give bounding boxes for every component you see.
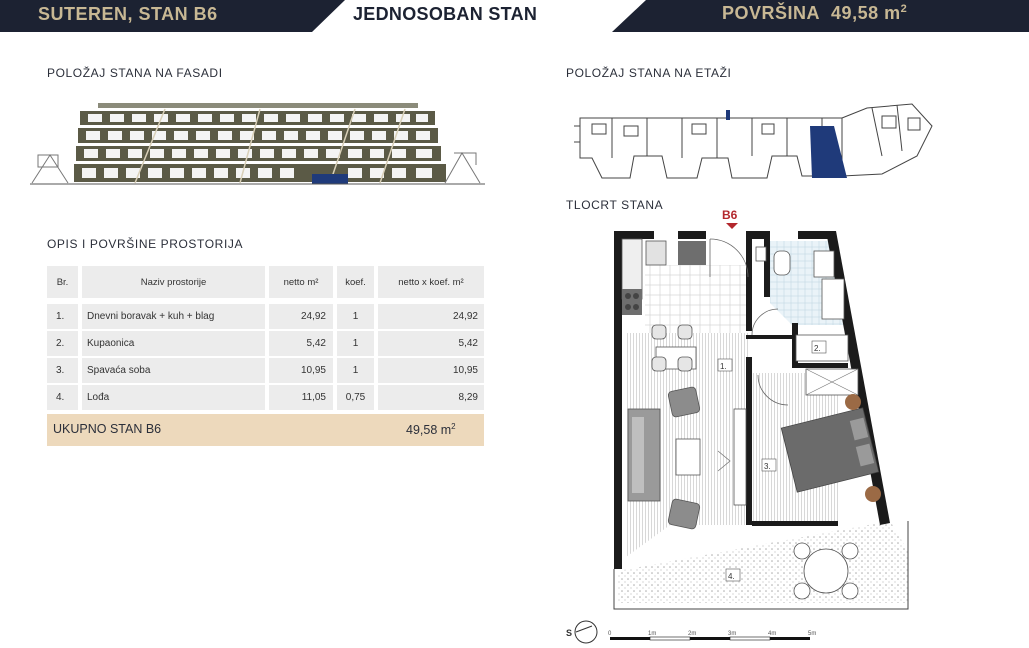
total-unit-sup: 2 xyxy=(451,422,456,431)
room-tag-1: 1. xyxy=(720,362,727,371)
table-row xyxy=(47,385,484,410)
plan-label: TLOCRT STANA xyxy=(566,198,664,212)
total-value xyxy=(406,422,456,437)
scale-tick: 3m xyxy=(728,631,737,637)
row-no: 1. xyxy=(47,304,78,329)
col-header-name: Naziv prostorije xyxy=(82,266,265,298)
room-tag-3: 3. xyxy=(764,462,771,471)
header-bar xyxy=(0,0,1029,32)
row-name: Lođa xyxy=(82,385,265,410)
row-no: 3. xyxy=(47,358,78,383)
row-koef: 0,75 xyxy=(337,385,374,410)
scale-tick: 1m xyxy=(648,631,657,637)
area-label: POVRŠINA xyxy=(722,3,821,23)
row-total: 5,42 xyxy=(378,331,484,356)
unit-area xyxy=(722,3,907,24)
row-koef: 1 xyxy=(337,304,374,329)
facade-label: POLOŽAJ STANA NA FASADI xyxy=(47,66,223,80)
entrance-arrow-icon xyxy=(726,223,738,229)
total-value-text: 49,58 m xyxy=(406,423,452,438)
table-row xyxy=(47,331,484,356)
rooms-label: OPIS I POVRŠINE PROSTORIJA xyxy=(47,237,244,251)
row-name: Dnevni boravak + kuh + blag xyxy=(82,304,265,329)
unit-title: SUTEREN, STAN B6 xyxy=(38,4,218,24)
row-no: 2. xyxy=(47,331,78,356)
scale-bar xyxy=(608,631,816,640)
row-total: 10,95 xyxy=(378,358,484,383)
col-header-no: Br. xyxy=(47,266,78,298)
row-koef: 1 xyxy=(337,331,374,356)
row-net: 11,05 xyxy=(269,385,333,410)
row-total: 24,92 xyxy=(378,304,484,329)
scale-tick: 2m xyxy=(688,631,697,637)
total-label: UKUPNO STAN B6 xyxy=(53,422,162,436)
room-tag-2: 2. xyxy=(814,344,821,353)
row-koef: 1 xyxy=(337,358,374,383)
unit-type: JEDNOSOBAN STAN xyxy=(353,4,538,24)
floor-unit-highlight xyxy=(810,126,847,178)
row-no: 4. xyxy=(47,385,78,410)
floor-marker xyxy=(726,110,730,120)
row-net: 5,42 xyxy=(269,331,333,356)
floor-label: POLOŽAJ STANA NA ETAŽI xyxy=(566,66,732,80)
table-row xyxy=(47,304,484,329)
col-header-total: netto x koef. m² xyxy=(378,266,484,298)
floor-plan xyxy=(560,205,920,645)
compass-label: S xyxy=(566,628,573,638)
col-header-koef: koef. xyxy=(337,266,374,298)
table-row xyxy=(47,358,484,383)
scale-tick: 4m xyxy=(768,631,777,637)
floor-keyplan xyxy=(572,96,942,186)
scale-tick: 0 xyxy=(608,631,612,637)
scale-tick: 5m xyxy=(808,631,817,637)
row-name: Spavaća soba xyxy=(82,358,265,383)
facade-drawing xyxy=(30,95,485,190)
row-net: 24,92 xyxy=(269,304,333,329)
area-value: 49,58 m xyxy=(831,3,901,23)
area-unit-sup: 2 xyxy=(900,3,908,15)
col-header-net: netto m² xyxy=(269,266,333,298)
unit-tag: B6 xyxy=(722,208,738,222)
room-tag-4: 4. xyxy=(728,572,735,581)
compass-icon xyxy=(575,621,597,643)
facade-unit-highlight xyxy=(312,174,348,184)
total-row xyxy=(47,414,484,446)
table-header xyxy=(47,266,484,298)
row-total: 8,29 xyxy=(378,385,484,410)
row-name: Kupaonica xyxy=(82,331,265,356)
row-net: 10,95 xyxy=(269,358,333,383)
